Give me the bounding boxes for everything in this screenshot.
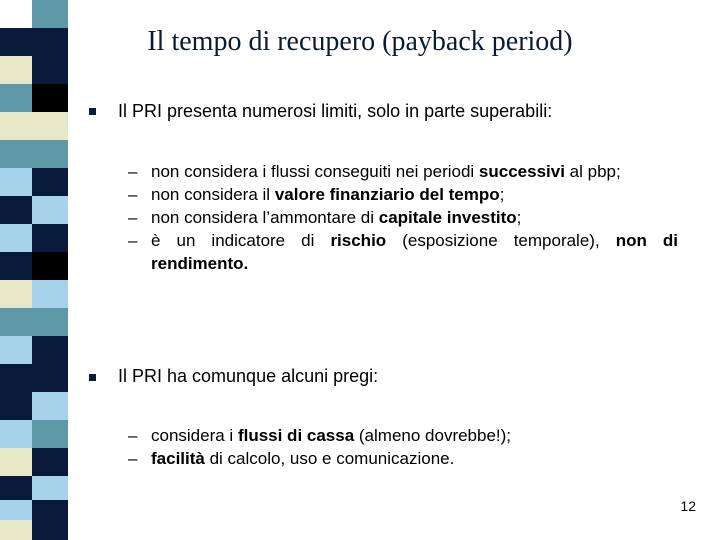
sub-item: – non considera il valore finanziario del tempo; [128, 185, 505, 204]
decorative-stripe [0, 0, 68, 540]
page-number: 12 [680, 498, 696, 514]
dash: – [128, 231, 138, 250]
sub-item: – facilità di calcolo, uso e comunicazione. [128, 449, 455, 468]
dash: – [128, 185, 138, 204]
dash: – [128, 208, 138, 227]
slide-title: Il tempo di recupero (payback period) [147, 26, 573, 57]
bullet-text: Il PRI presenta numerosi limiti, solo in parte superabili: [118, 101, 553, 121]
dash: – [128, 162, 138, 181]
bullet-square-icon [89, 108, 96, 115]
sub-item: – non considera l’ammontare di capitale investito; [128, 208, 522, 227]
bullet-square-icon [89, 374, 96, 381]
sub-list-2 [128, 424, 678, 470]
dash: – [128, 449, 138, 468]
dash: – [128, 426, 138, 445]
bullet-text: Il PRI ha comunque alcuni pregi: [118, 366, 379, 386]
sub-list-1 [128, 160, 678, 275]
sub-item: – non considera i flussi conseguiti nei periodi successivi al pbp; [128, 162, 621, 181]
sub-item: – considera i flussi di cassa (almeno dovrebbe!); [128, 426, 512, 445]
sub-item: – è un indicatore di rischio (esposizione temporale), non di rendimento. [128, 231, 679, 273]
